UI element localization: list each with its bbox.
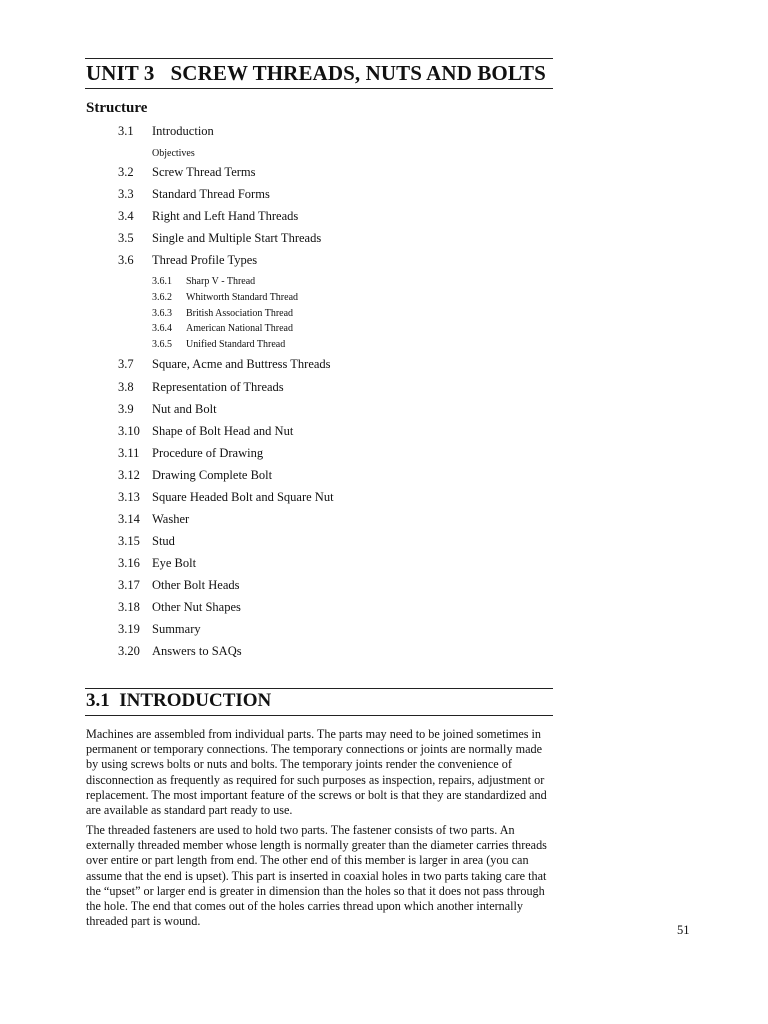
toc-subitem-label: British Association Thread <box>186 308 294 319</box>
toc-item <box>118 357 331 372</box>
toc-item-number: 3.11 <box>118 446 140 460</box>
toc-item <box>118 253 257 268</box>
toc-item-label: Square Headed Bolt and Square Nut <box>152 490 334 504</box>
toc-item <box>118 512 189 527</box>
toc-item <box>118 600 241 615</box>
toc-subitem-number: 3.6.3 <box>152 308 172 319</box>
toc-item <box>118 534 175 549</box>
toc-item-label: Nut and Bolt <box>152 402 217 416</box>
toc-item-number: 3.14 <box>118 512 140 526</box>
toc-item <box>118 622 201 637</box>
introduction-title: 3.1 INTRODUCTION <box>86 690 272 711</box>
toc-item <box>118 124 214 139</box>
toc-item-number: 3.2 <box>118 165 134 179</box>
toc-item-number: 3.20 <box>118 644 140 658</box>
toc-item-label: Eye Bolt <box>152 556 197 570</box>
toc-subitem-label: American National Thread <box>186 323 293 334</box>
toc-item-label: Square, Acme and Buttress Threads <box>152 357 331 371</box>
toc-item <box>118 165 256 180</box>
toc-item-number: 3.9 <box>118 402 134 416</box>
introduction-paragraph: Machines are assembled from individual parts. The parts may need to be joined sometimes in permanent or temporary connections. The temporary connections or joints are normally made by using screws bolts or nuts and bolts. The temporary joints render the convenience of disconnection as frequently as required for such purposes as inspection, repairs, adjustment or replacement. The most important feature of the screws or bolt is that they are standardized and are available as standard part ready to use. <box>86 727 547 818</box>
toc-item-number: 3.17 <box>118 578 140 592</box>
toc-item-number: 3.1 <box>118 124 134 138</box>
toc-item <box>118 187 270 202</box>
toc-subitem-number: 3.6.5 <box>152 339 172 350</box>
toc-item-label: Answers to SAQs <box>152 644 242 658</box>
unit-header <box>85 58 553 89</box>
toc-item-label: Screw Thread Terms <box>152 165 256 179</box>
toc-item <box>118 380 284 395</box>
toc-item <box>118 468 272 483</box>
toc-item-label: Procedure of Drawing <box>152 446 264 460</box>
toc-item-label: Shape of Bolt Head and Nut <box>152 424 294 438</box>
page-number: 51 <box>677 923 690 937</box>
toc-item-number: 3.6 <box>118 253 134 267</box>
toc-item-number: 3.18 <box>118 600 140 614</box>
toc-item-label: Single and Multiple Start Threads <box>152 231 322 245</box>
toc-item-number: 3.10 <box>118 424 140 438</box>
toc-item-label: Standard Thread Forms <box>152 187 270 201</box>
toc-item <box>118 490 334 505</box>
toc-item-number: 3.16 <box>118 556 140 570</box>
toc-objectives-label: Objectives <box>152 148 195 159</box>
toc-item-number: 3.12 <box>118 468 140 482</box>
introduction-header <box>85 688 553 716</box>
toc-subitem-number: 3.6.1 <box>152 276 172 287</box>
toc-item <box>118 556 196 571</box>
toc-item-label: Washer <box>152 512 190 526</box>
toc-item-label: Thread Profile Types <box>152 253 258 267</box>
toc-item <box>118 578 239 593</box>
toc-subitem <box>152 276 255 287</box>
toc-item-label: Other Nut Shapes <box>152 600 241 614</box>
structure-heading: Structure <box>86 100 148 116</box>
toc-item-number: 3.3 <box>118 187 134 201</box>
toc-item-label: Other Bolt Heads <box>152 578 240 592</box>
toc-subitem-label: Whitworth Standard Thread <box>186 292 299 303</box>
toc-item-label: Summary <box>152 622 201 636</box>
toc-item <box>118 209 298 224</box>
toc-subitem-number: 3.6.2 <box>152 292 172 303</box>
toc-objectives <box>152 148 195 159</box>
toc-item-number: 3.8 <box>118 380 134 394</box>
toc-item-label: Representation of Threads <box>152 380 284 394</box>
toc-item <box>118 424 293 439</box>
toc-subitem <box>152 339 285 350</box>
toc-subitem-label: Unified Standard Thread <box>186 339 286 350</box>
toc-subitem <box>152 323 293 334</box>
toc-item-number: 3.15 <box>118 534 140 548</box>
toc-subitem <box>152 308 293 319</box>
introduction-paragraph: The threaded fasteners are used to hold two parts. The fastener consists of two parts. An externally threaded member whose length is normally greater than the diameter carries threads over entire or part length from end. The other end of this member is larger in area (you can assume that the end is upset). This part is inserted in coaxial holes in two parts taking care that the “upset” or larger end is greater in dimension than the holes so that it does not pass through the hole. The end that comes out of the holes carries thread upon which another internally threaded part is wound. <box>86 823 547 929</box>
toc-item-label: Stud <box>152 534 175 548</box>
toc-item <box>118 644 242 659</box>
toc-item-number: 3.4 <box>118 209 134 223</box>
toc-item <box>118 231 321 246</box>
toc-item-number: 3.13 <box>118 490 140 504</box>
toc-item-label: Right and Left Hand Threads <box>152 209 299 223</box>
toc-item-number: 3.5 <box>118 231 134 245</box>
toc-item <box>118 446 263 461</box>
toc-item-number: 3.7 <box>118 357 134 371</box>
unit-title: UNIT 3 SCREW THREADS, NUTS AND BOLTS <box>86 61 546 85</box>
toc-subitem <box>152 292 298 303</box>
toc-subitem-number: 3.6.4 <box>152 323 172 334</box>
toc-item-label: Drawing Complete Bolt <box>152 468 273 482</box>
toc-item <box>118 402 217 417</box>
toc-item-number: 3.19 <box>118 622 140 636</box>
toc-item-label: Introduction <box>152 124 214 138</box>
toc-subitem-label: Sharp V - Thread <box>186 276 256 287</box>
